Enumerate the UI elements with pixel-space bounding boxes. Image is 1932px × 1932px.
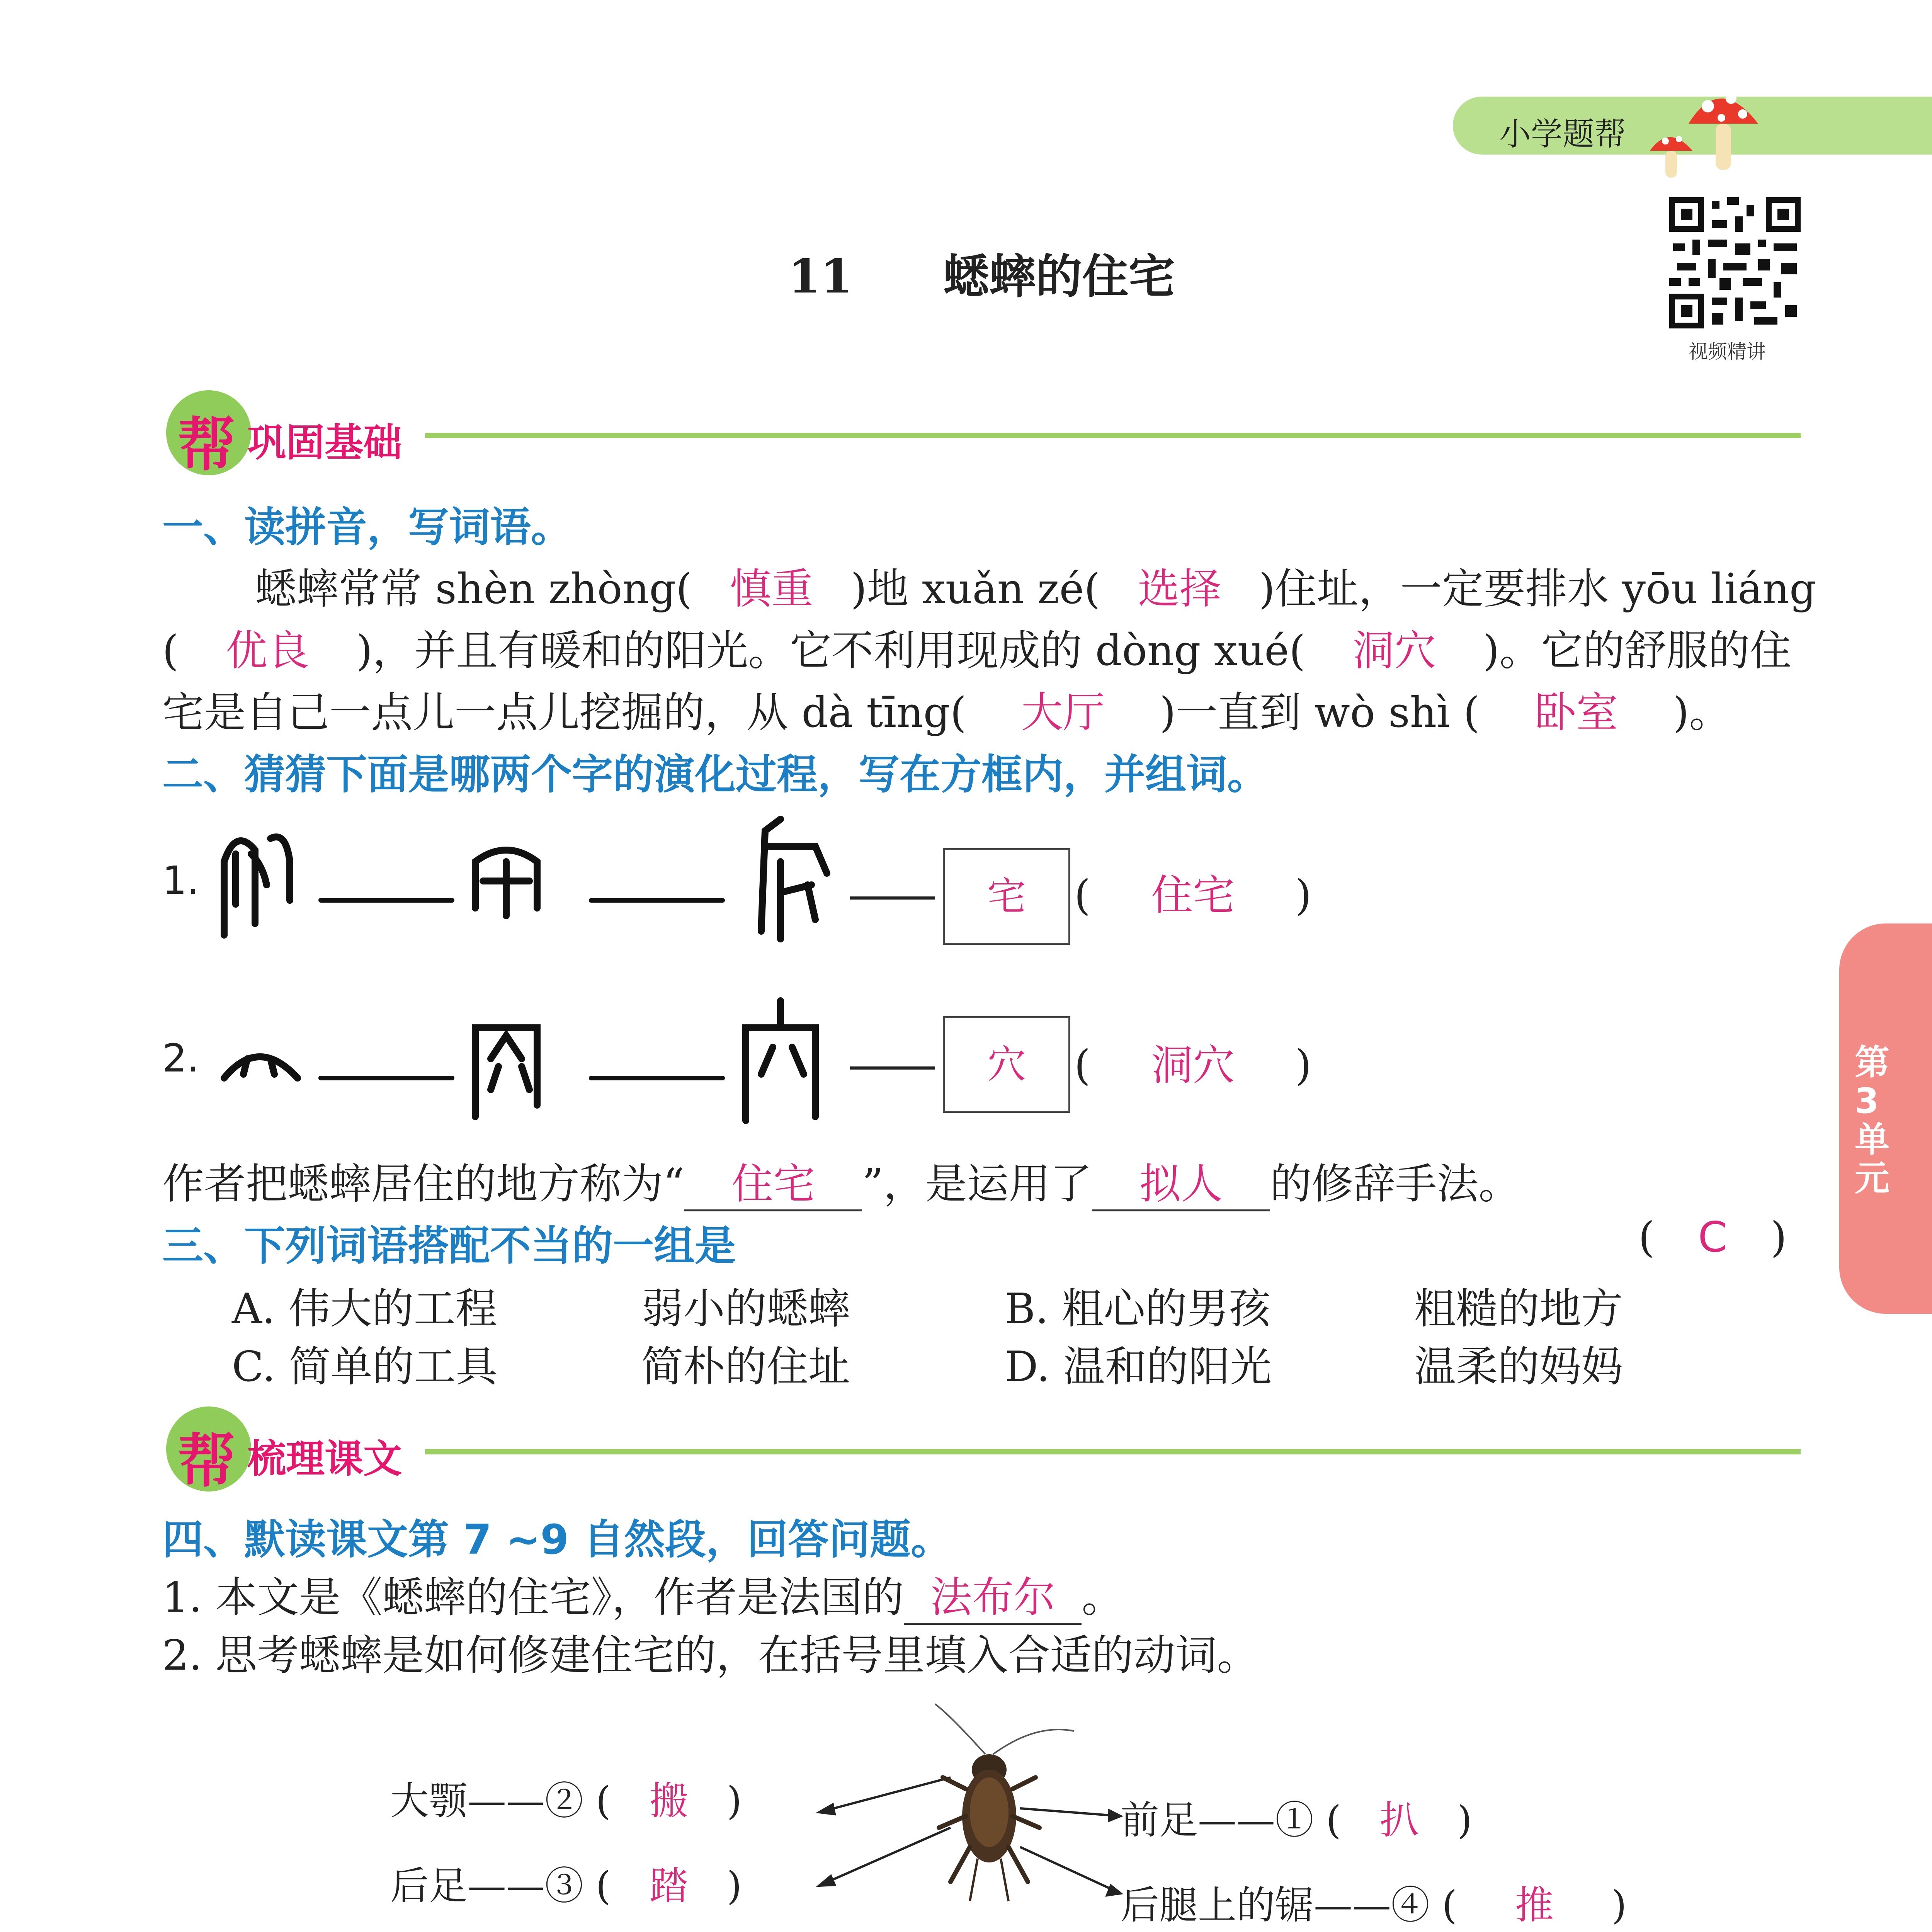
label-fore-foot: 前足——① ( 扒 ) xyxy=(1121,1798,1472,1843)
q4-blank-author: 法布尔 xyxy=(904,1573,1082,1625)
q3-heading: 三、下列词语搭配不当的一组是 xyxy=(162,1222,736,1270)
section-bang-mark: 帮 xyxy=(178,1428,236,1495)
q2-word-2: ( 洞穴 ) xyxy=(1074,1041,1312,1090)
evolution-glyphs-2 xyxy=(213,989,947,1136)
page-title xyxy=(788,240,1175,306)
q1-answer-6: 卧室 xyxy=(1534,689,1618,737)
q2-item-1-number: 1. xyxy=(162,858,199,903)
cricket-icon xyxy=(935,1704,1074,1901)
q3-option-a: A. 伟大的工程 xyxy=(232,1285,497,1333)
section-divider xyxy=(425,433,1801,438)
q3-option-d: D. 温和的阳光 xyxy=(1005,1343,1272,1391)
q1-heading: 一、读拼音，写词语。 xyxy=(162,503,572,551)
q2-dash-2 xyxy=(850,1066,935,1070)
brand-name: 小学题帮 xyxy=(1499,116,1626,153)
q1-answer-4: 洞穴 xyxy=(1352,627,1436,675)
q1-line-1: 蟋蟀常常 shèn zhòng( 慎重 )地 xuǎn zé( 选择 )住址，一定要排水 yōu liáng xyxy=(255,560,1816,618)
q2-blank-1: 住宅 xyxy=(684,1159,862,1211)
q4-part-2: 2. 思考蟋蟀是如何修建住宅的，在括号里填入合适的动词。 xyxy=(162,1631,1259,1680)
q3-option-b: B. 粗心的男孩 xyxy=(1005,1285,1271,1333)
cricket-diagram xyxy=(804,1700,1144,1917)
q4-part-1: 1. 本文是《蟋蟀的住宅》，作者是法国的 法布尔 。 xyxy=(162,1569,1123,1627)
lesson-title: 蟋蟀的住宅 xyxy=(943,250,1175,304)
q3-option-b2: 粗糙的地方 xyxy=(1414,1285,1623,1333)
section-label: 梳理课文 xyxy=(247,1436,402,1481)
mushroom-icon xyxy=(1642,66,1781,182)
label-jaw: 大颚——② ( 搬 ) xyxy=(390,1778,742,1823)
section-header-basics xyxy=(166,390,1801,479)
q1-line-2: ( 优良 )，并且有暖和的阳光。它不利用现成的 dòng xué( 洞穴 )。它的舒服的住 xyxy=(162,622,1791,680)
evolution-glyphs-1 xyxy=(213,804,947,958)
q2-char-box-1: 宅 xyxy=(943,848,1070,945)
q2-sentence: 作者把蟋蟀居住的地方称为“ 住宅 ”，是运用了 拟人 的修辞手法。 xyxy=(162,1155,1520,1213)
q3-option-c2: 简朴的住址 xyxy=(641,1343,850,1391)
q3-option-d2: 温柔的妈妈 xyxy=(1414,1343,1623,1391)
q1-answer-1: 慎重 xyxy=(730,565,813,613)
q2-heading: 二、猜猜下面是哪两个字的演化过程，写在方框内，并组词。 xyxy=(162,751,1268,798)
section-divider xyxy=(425,1449,1801,1454)
q4-heading: 四、默读课文第 7 ~9 自然段，回答问题。 xyxy=(162,1516,952,1563)
q1-answer-3: 优良 xyxy=(226,627,310,675)
q2-char-box-2: 穴 xyxy=(943,1016,1070,1113)
q2-dash-1 xyxy=(850,896,935,900)
unit-tab-label: 第3单元 xyxy=(1855,1042,1889,1199)
qr-code-icon[interactable] xyxy=(1665,193,1804,332)
q3-answer: ( C ) xyxy=(1638,1213,1787,1262)
lesson-number: 11 xyxy=(788,249,853,304)
q2-blank-2: 拟人 xyxy=(1092,1159,1270,1211)
label-hind-saw: 后腿上的锯——④ ( 推 ) xyxy=(1121,1883,1627,1928)
q1-answer-2: 选择 xyxy=(1138,565,1221,613)
qr-caption: 视频精讲 xyxy=(1689,340,1766,363)
section-label: 巩固基础 xyxy=(247,420,402,465)
q3-option-c: C. 简单的工具 xyxy=(232,1343,498,1391)
label-hind-foot: 后足——③ ( 踏 ) xyxy=(390,1863,742,1908)
section-bang-mark: 帮 xyxy=(178,412,236,479)
q2-word-1: ( 住宅 ) xyxy=(1074,871,1312,920)
q1-line-3: 宅是自己一点儿一点儿挖掘的，从 dà tīng( 大厅 )一直到 wò shì ( 卧室 )。 xyxy=(162,684,1731,742)
q2-item-2-number: 2. xyxy=(162,1036,199,1081)
q3-option-a2: 弱小的蟋蟀 xyxy=(641,1285,850,1333)
section-header-review xyxy=(166,1406,1801,1495)
q1-answer-5: 大厅 xyxy=(1021,689,1105,737)
